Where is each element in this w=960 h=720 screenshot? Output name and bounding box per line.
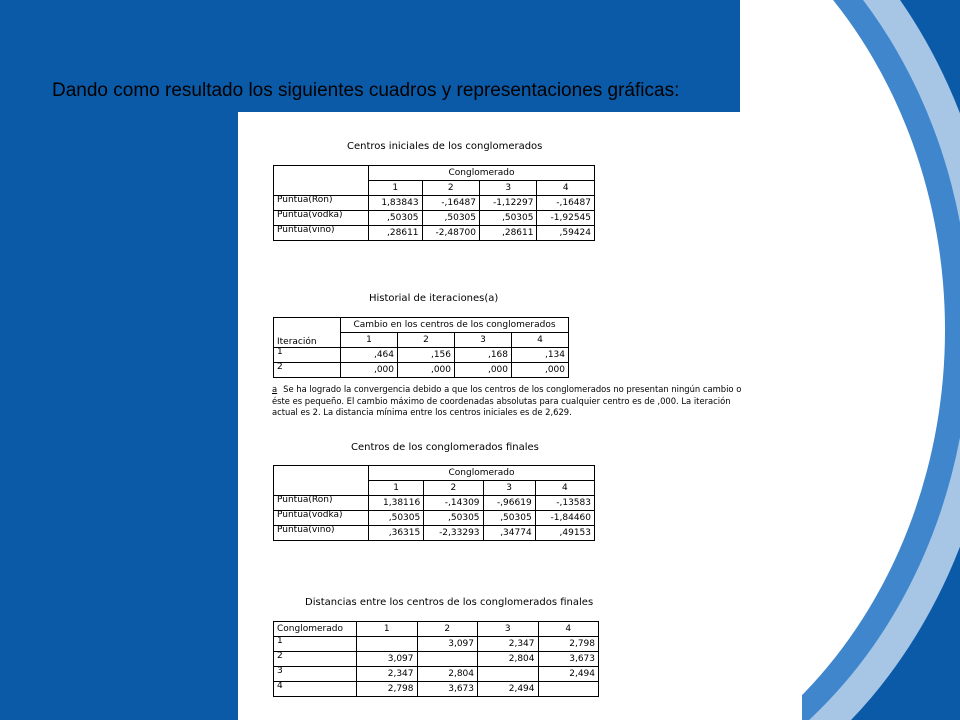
row-label: 1	[274, 348, 341, 363]
cell: -1,92545	[537, 211, 595, 226]
cell: -,13583	[535, 496, 594, 511]
table3-title: Centros de los conglomerados finales	[351, 442, 539, 453]
corner-cell	[274, 466, 369, 496]
col-header: 4	[512, 333, 569, 348]
cell: ,50305	[483, 511, 535, 526]
cell: ,000	[512, 363, 569, 378]
cell: ,50305	[480, 211, 537, 226]
cell: ,50305	[424, 511, 483, 526]
cell: ,28611	[369, 226, 423, 241]
cell: -,14309	[424, 496, 483, 511]
cell: 2,494	[538, 667, 599, 682]
col-header: 1	[357, 622, 418, 637]
cell	[357, 637, 418, 652]
cell: 2,494	[478, 682, 539, 697]
group-header: Cambio en los centros de los conglomerados	[341, 318, 569, 333]
table-row	[274, 682, 599, 697]
row-label: Puntua(vodka)	[274, 211, 369, 226]
row-label: Puntua(Ron)	[274, 196, 369, 211]
iteration-history-table	[273, 317, 569, 378]
cell: -,16487	[422, 196, 479, 211]
table-row	[274, 363, 569, 378]
row-label: 3	[274, 667, 357, 682]
cell: 2,347	[478, 637, 539, 652]
cell: ,34774	[483, 526, 535, 541]
cell	[417, 652, 478, 667]
col-header: 1	[369, 181, 423, 196]
cell: ,49153	[535, 526, 594, 541]
cell: 3,097	[417, 637, 478, 652]
slide-heading: Dando como resultado los siguientes cuadros y representaciones gráficas:	[52, 80, 680, 101]
cell: ,000	[398, 363, 455, 378]
row-label: Puntua(vino)	[274, 526, 369, 541]
cell: 1,38116	[369, 496, 424, 511]
table-row	[274, 348, 569, 363]
cell: ,50305	[422, 211, 479, 226]
cell: 3,673	[417, 682, 478, 697]
col-header: 3	[455, 333, 512, 348]
cell: ,464	[341, 348, 398, 363]
table-footnote	[272, 384, 742, 419]
col-header: 4	[538, 622, 599, 637]
corner-cell	[274, 166, 369, 196]
col-header: 2	[417, 622, 478, 637]
final-centers-table	[273, 465, 595, 541]
row-header: Iteración	[274, 318, 341, 348]
cell: ,156	[398, 348, 455, 363]
col-header: 1	[369, 481, 424, 496]
cell: -2,48700	[422, 226, 479, 241]
cell: ,36315	[369, 526, 424, 541]
col-header: 2	[398, 333, 455, 348]
cell: ,28611	[480, 226, 537, 241]
cell: 2,798	[357, 682, 418, 697]
cell: 2,347	[357, 667, 418, 682]
table-row	[274, 652, 599, 667]
row-label: Puntua(vodka)	[274, 511, 369, 526]
cell	[538, 682, 599, 697]
table-row	[274, 637, 599, 652]
col-header: 4	[535, 481, 594, 496]
cell: ,50305	[369, 511, 424, 526]
cell: 2,804	[478, 652, 539, 667]
col-header: 2	[424, 481, 483, 496]
row-label: Puntua(Ron)	[274, 496, 369, 511]
cell: ,134	[512, 348, 569, 363]
table-row	[274, 496, 595, 511]
footnote-text: Se ha logrado la convergencia debido a que los centros de los conglomerados no presentan ningún cambio o éste es pequeño. El cambio máximo de coordenadas absolutas para cualquier centro es de ,000. La iteración actual es 2. La distancia mínima entre los centros iniciales es de 2,629.	[272, 384, 742, 417]
col-header: 3	[478, 622, 539, 637]
document-page	[238, 112, 802, 720]
col-header: 4	[537, 181, 595, 196]
footnote-marker: a	[272, 384, 278, 394]
cell: ,168	[455, 348, 512, 363]
cell	[478, 667, 539, 682]
table-row	[274, 511, 595, 526]
table1-title: Centros iniciales de los conglomerados	[347, 141, 543, 152]
cell: -,16487	[537, 196, 595, 211]
cell: -1,84460	[535, 511, 594, 526]
row-label: Puntua(vino)	[274, 226, 369, 241]
row-header: Conglomerado	[274, 622, 357, 637]
table-row	[274, 667, 599, 682]
cell: 1,83843	[369, 196, 423, 211]
cell: ,59424	[537, 226, 595, 241]
cell: ,000	[455, 363, 512, 378]
cell: 3,673	[538, 652, 599, 667]
group-header: Conglomerado	[369, 466, 595, 481]
row-label: 4	[274, 682, 357, 697]
table-row	[274, 226, 595, 241]
distances-table	[273, 621, 599, 697]
cell: -2,33293	[424, 526, 483, 541]
cell: -,96619	[483, 496, 535, 511]
row-label: 1	[274, 637, 357, 652]
table2-title: Historial de iteraciones(a)	[369, 293, 499, 304]
cell: 2,804	[417, 667, 478, 682]
cell: ,000	[341, 363, 398, 378]
table-row	[274, 196, 595, 211]
table-row	[274, 526, 595, 541]
col-header: 3	[480, 181, 537, 196]
cell: -1,12297	[480, 196, 537, 211]
group-header: Conglomerado	[369, 166, 595, 181]
row-label: 2	[274, 652, 357, 667]
initial-centers-table	[273, 165, 595, 241]
col-header: 1	[341, 333, 398, 348]
row-label: 2	[274, 363, 341, 378]
col-header: 2	[422, 181, 479, 196]
table-row	[274, 211, 595, 226]
cell: ,50305	[369, 211, 423, 226]
table4-title: Distancias entre los centros de los conglomerados finales	[305, 597, 594, 608]
cell: 2,798	[538, 637, 599, 652]
cell: 3,097	[357, 652, 418, 667]
col-header: 3	[483, 481, 535, 496]
